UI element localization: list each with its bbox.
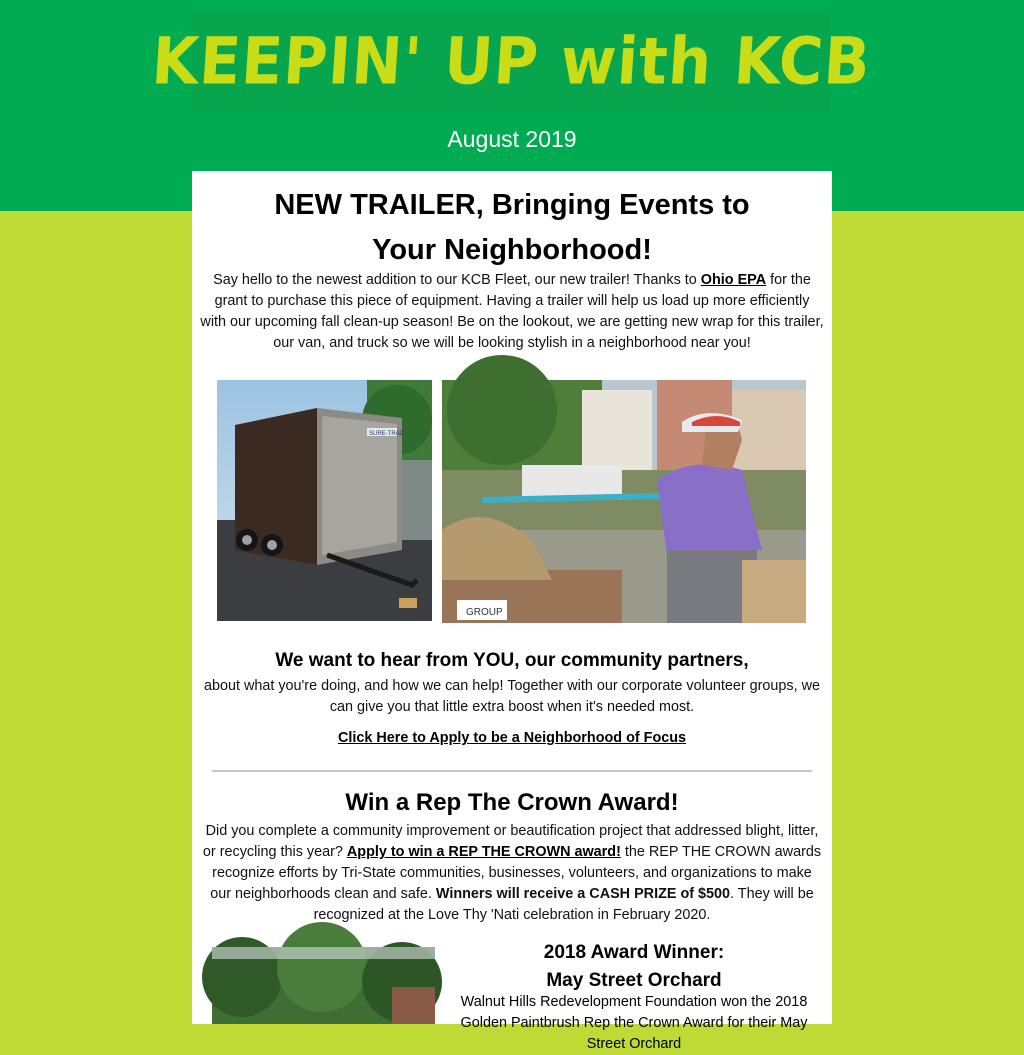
volunteer-photo xyxy=(442,380,806,623)
winner-heading-line2: May Street Orchard xyxy=(546,970,722,991)
award-heading: Win a Rep The Crown Award! xyxy=(345,789,679,816)
trailer-text-1: Say hello to the newest addition to our KCB Fleet, our new trailer! Thanks to xyxy=(213,272,701,288)
apply-neighborhood-link[interactable]: Click Here to Apply to be a Neighborhood of Focus xyxy=(337,730,687,746)
partners-heading: We want to hear from YOU, our community partners, xyxy=(275,650,749,671)
partners-paragraph: about what you're doing, and how we can help! Together with our corporate volunteer groups, we can give you that little extra boost when it's needed most. xyxy=(203,678,821,715)
winner-heading xyxy=(458,939,810,995)
winner-paragraph: Walnut Hills Redevelopment Foundation won the 2018 Golden Paintbrush Rep the Crown Award for their May Street Orchard xyxy=(460,994,808,1052)
group-sign-label: GROUP xyxy=(466,607,503,618)
trailer-heading xyxy=(192,183,832,273)
award-paragraph xyxy=(200,821,824,926)
content-card xyxy=(192,171,832,1052)
trailer-brand-label: SURE-TRAC xyxy=(369,431,405,437)
award-prize-text: Winners will receive a CASH PRIZE of $500 xyxy=(435,886,731,902)
newsletter-title: KEEPIN' UP with KCB xyxy=(149,24,873,100)
newsletter-date: August 2019 xyxy=(447,126,577,152)
winner-heading-line1: 2018 Award Winner: xyxy=(543,942,725,963)
award-text-2: the REP THE CROWN awards recognize efforts by Tri-State communities, businesses, volunteers, and organizations to make our neighborhoods clean and safe. xyxy=(210,844,822,902)
ohio-epa-link[interactable]: Ohio EPA xyxy=(700,272,767,288)
trailer-text-2: for the grant to purchase this piece of equipment. Having a trailer will help us load up more efficiently with our upcoming fall clean-up season! Be on the lookout, we are getting new wrap for this trailer, our van, and truck so we will be looking stylish in a neighborhood near you! xyxy=(200,272,824,351)
newsletter-banner xyxy=(149,12,873,112)
award-text-3: . They will be recognized at the Love Thy 'Nati celebration in February 2020. xyxy=(313,886,814,923)
neighborhood-link-wrap xyxy=(200,728,824,749)
orchard-photo xyxy=(212,947,435,1024)
trailer-paragraph xyxy=(200,270,824,354)
trailer-heading-line1: NEW TRAILER, Bringing Events to xyxy=(274,189,750,221)
award-text-1: Did you complete a community improvement or beautification project that addressed blight, litter, or recycling this year? xyxy=(202,823,819,860)
rep-the-crown-link[interactable]: Apply to win a REP THE CROWN award! xyxy=(346,844,621,860)
trailer-heading-line2: Your Neighborhood! xyxy=(372,234,652,266)
section-divider xyxy=(212,770,812,772)
trailer-photo xyxy=(217,380,432,621)
